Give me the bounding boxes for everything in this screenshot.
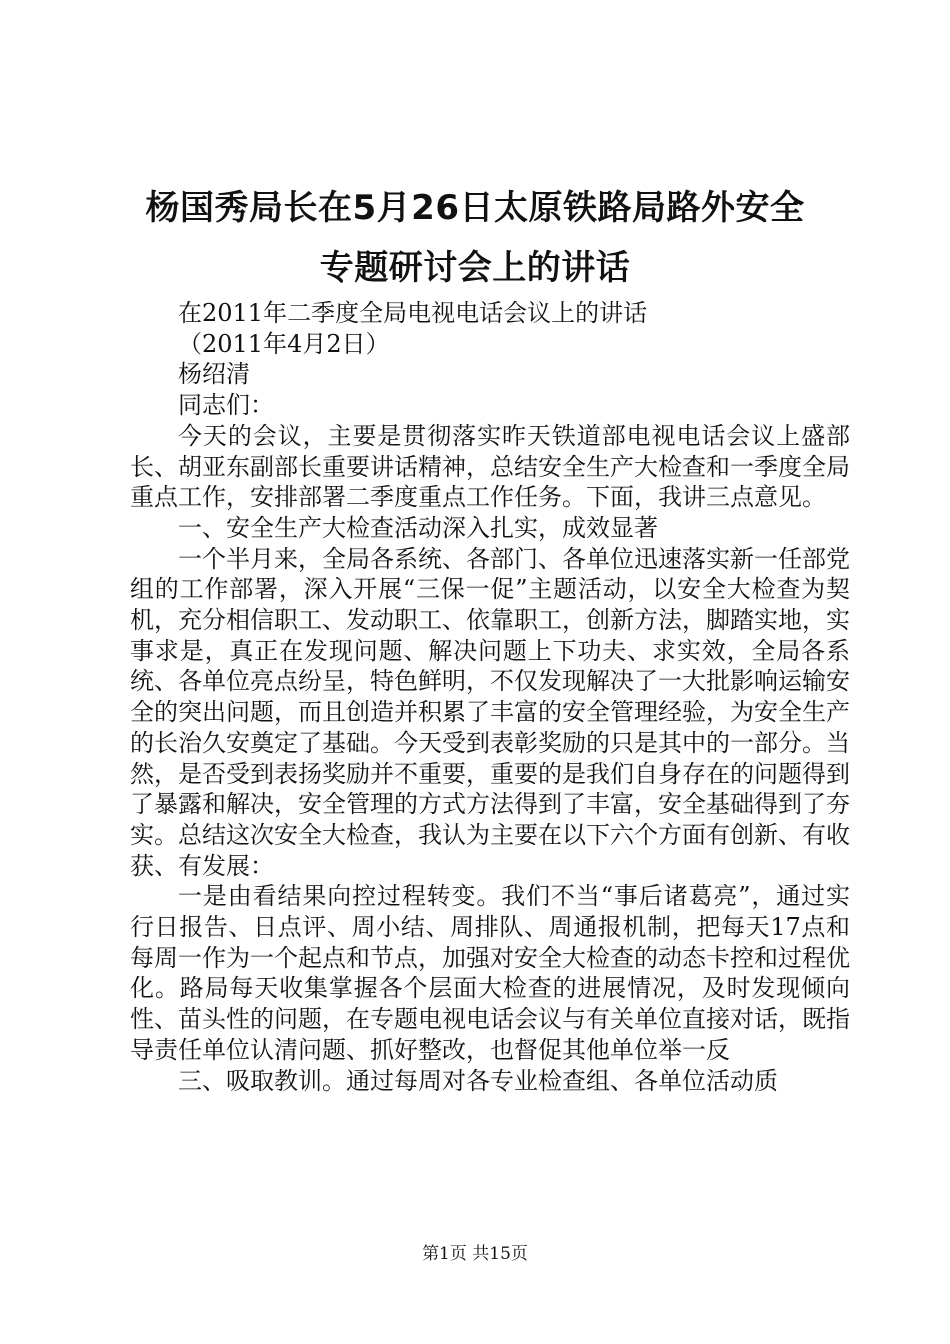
body-paragraph: 一是由看结果向控过程转变。我们不当“事后诸葛亮”，通过实行日报告、日点评、周小结、周排队、周通报机制，把每天17点和每周一作为一个起点和节点，加强对安全大检查的动态卡控和过程优化。路局每天收集掌握各个层面大检查的进展情况，及时发现倾向性、苗头性的问题，在专题电视电话会议与有关单位直接对话，既指导责任单位认清问题、抓好整改，也督促其他单位举一反 bbox=[130, 882, 850, 1064]
section-heading: 一、安全生产大检查活动深入扎实，成效显著 bbox=[178, 513, 658, 542]
document-body bbox=[130, 298, 850, 1096]
body-paragraph: 三、吸取教训。通过每周对各专业检查组、各单位活动质 bbox=[178, 1066, 778, 1095]
speaker-name: 杨绍清 bbox=[178, 360, 250, 389]
speech-heading: 在2011年二季度全局电视电话会议上的讲话 bbox=[178, 299, 648, 327]
body-paragraph: 一个半月来，全局各系统、各部门、各单位迅速落实新一任部党组的工作部署，深入开展“三保一促”主题活动，以安全大检查为契机，充分相信职工、发动职工、依靠职工，创新方法，脚踏实地，实事求是，真正在发现问题、解决问题上下功夫、求实效，全局各系统、各单位亮点纷呈，特色鲜明，不仅发现解决了一大批影响运输安全的突出问题，而且创造并积累了丰富的安全管理经验，为安全生产的长治久安奠定了基础。今天受到表彰奖励的只是其中的一部分。当然，是否受到表扬奖励并不重要，重要的是我们自身存在的问题得到了暴露和解决，安全管理的方式方法得到了丰富，安全基础得到了夯实。总结这次安全大检查，我认为主要在以下六个方面有创新、有收获、有发展： bbox=[130, 544, 850, 880]
document-title-line-1: 杨国秀局长在5月26日太原铁路局路外安全 bbox=[145, 188, 805, 228]
speech-date: （2011年4月2日） bbox=[178, 329, 390, 358]
document-title-line-2: 专题研讨会上的讲话 bbox=[319, 248, 631, 288]
salutation: 同志们： bbox=[178, 391, 274, 420]
page-number-footer: 第1页 共15页 bbox=[422, 1244, 528, 1264]
body-paragraph: 今天的会议，主要是贯彻落实昨天铁道部电视电话会议上盛部长、胡亚东副部长重要讲话精神，总结安全生产大检查和一季度全局重点工作，安排部署二季度重点工作任务。下面，我讲三点意见。 bbox=[130, 421, 850, 512]
